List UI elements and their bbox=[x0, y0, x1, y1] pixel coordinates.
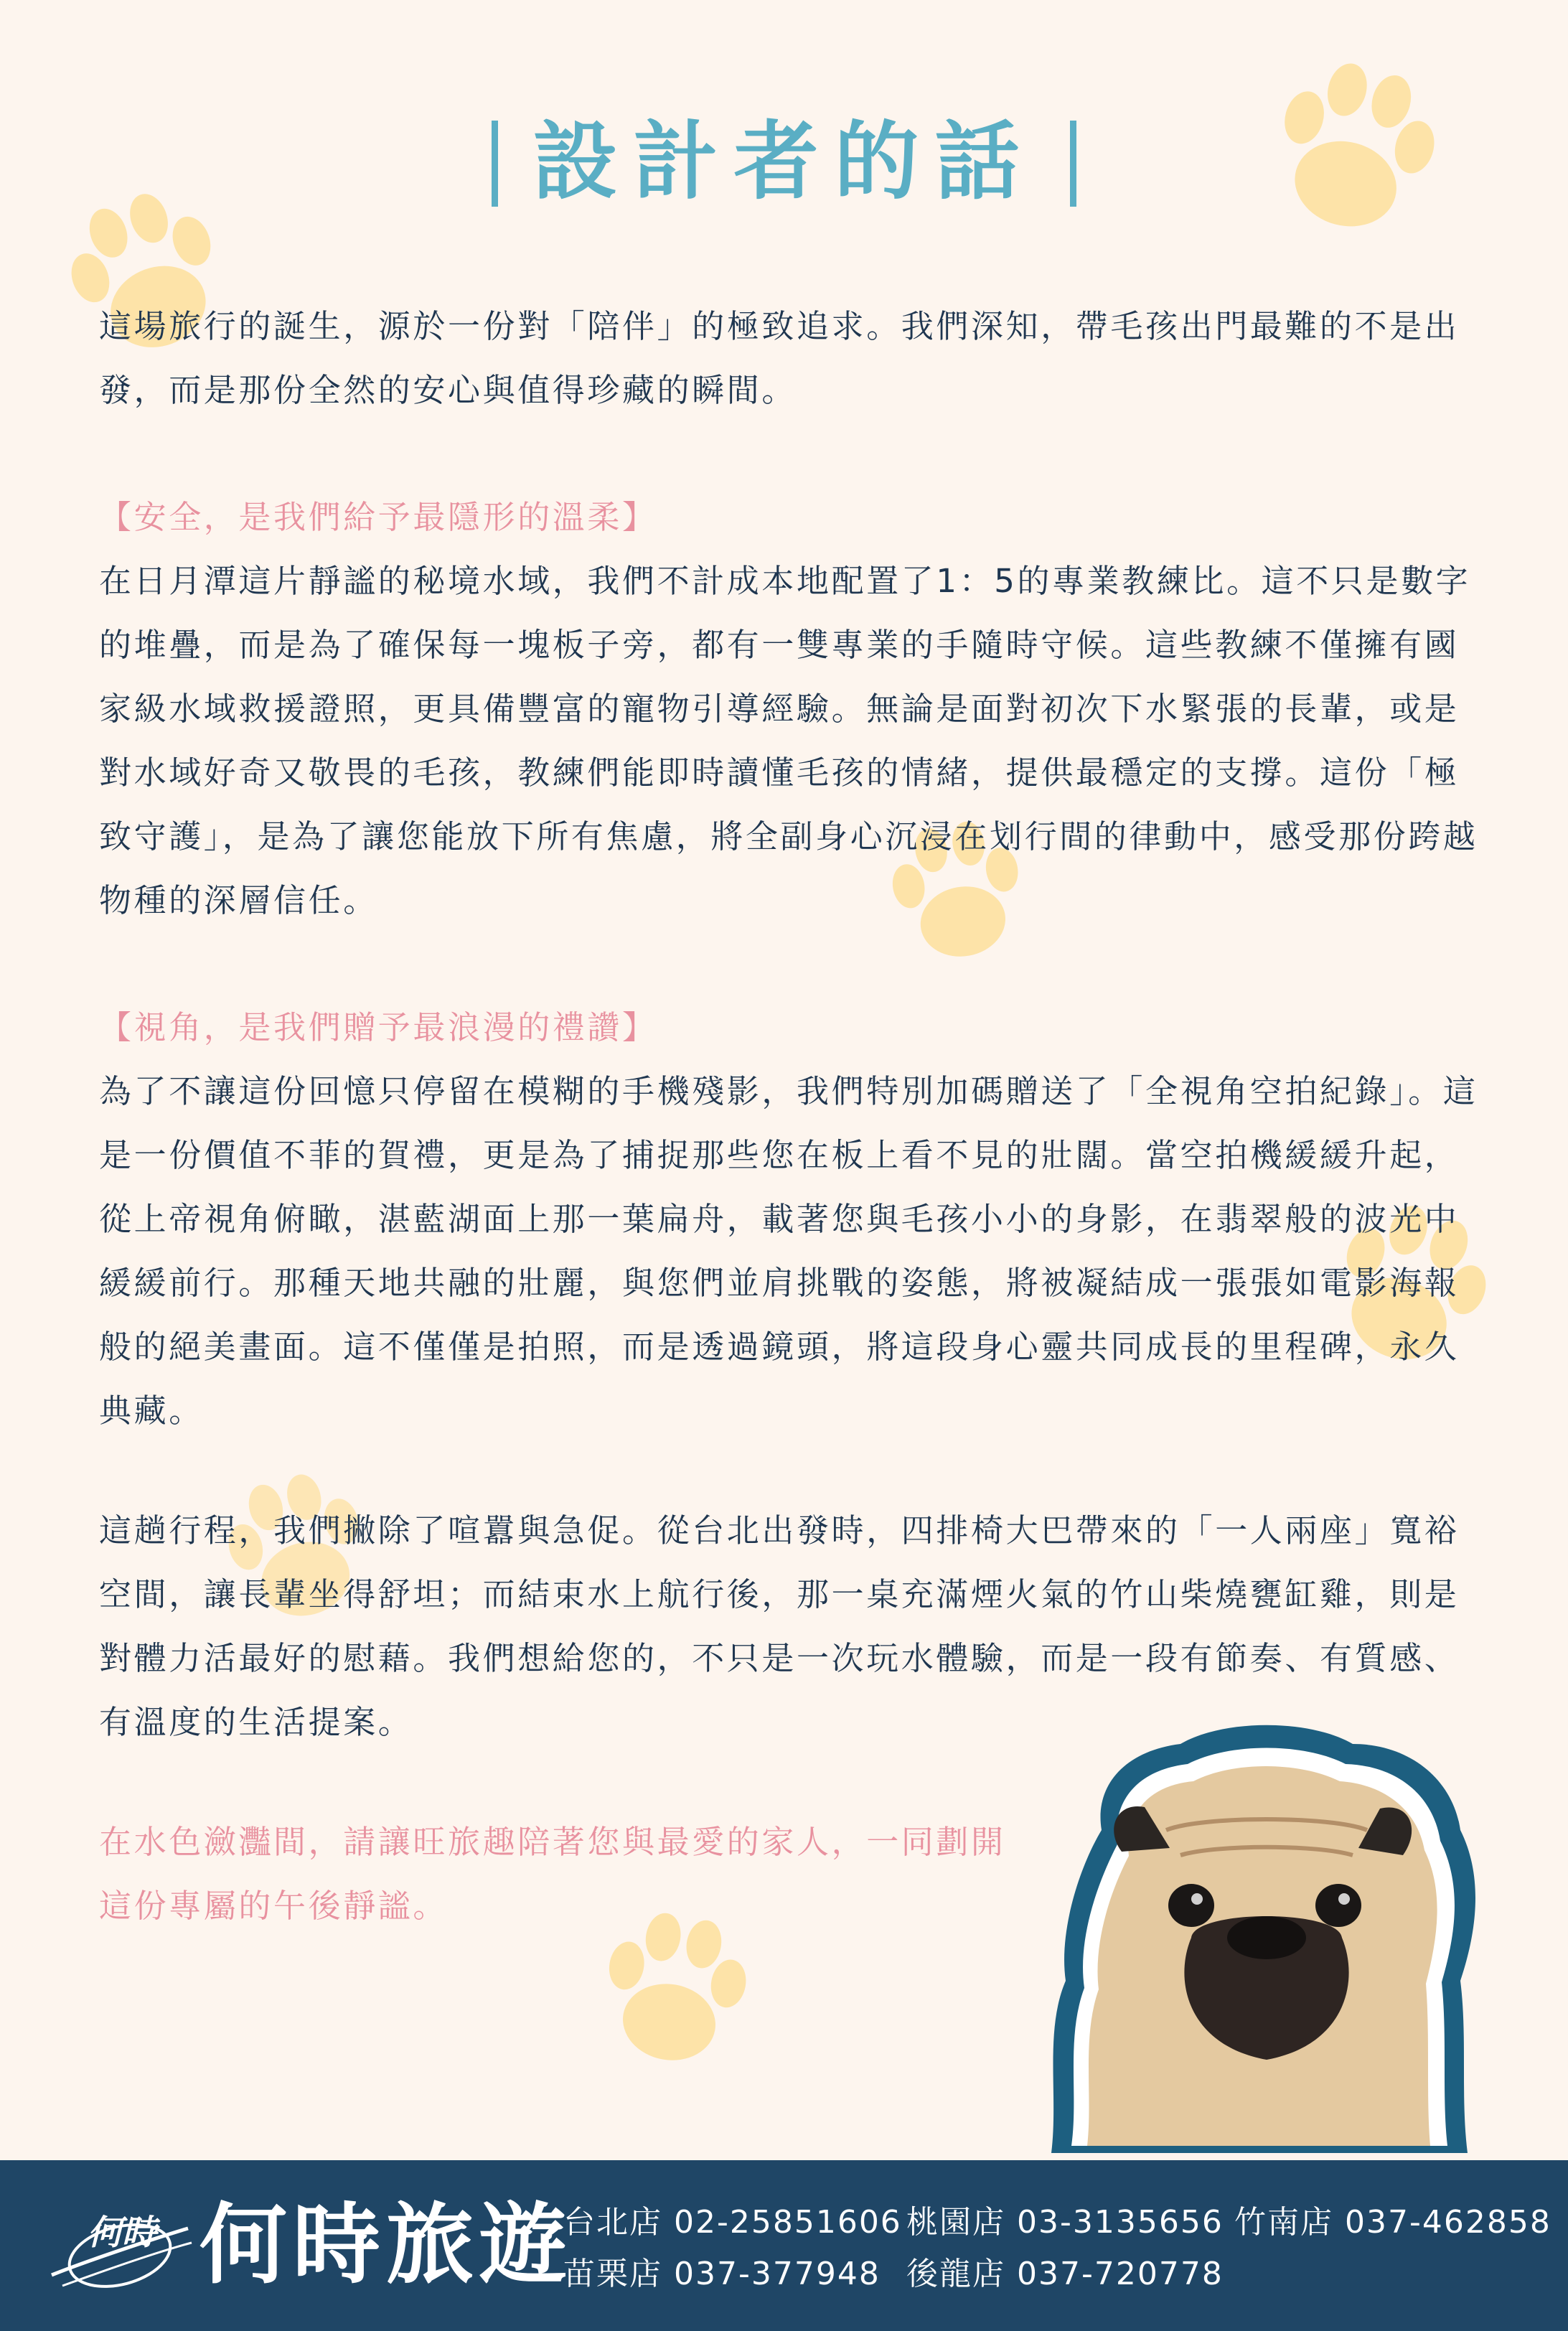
store-taipei: 台北店 02-25851606 bbox=[563, 2204, 902, 2241]
store-taoyuan: 桃園店 03-3135656 bbox=[906, 2204, 1224, 2241]
intro-paragraph: 這場旅行的誕生，源於一份對「陪伴」的極致追求。我們深知，帶毛孩出門最難的不是出發，而是那份全然的安心與值得珍藏的瞬間。 bbox=[99, 307, 1460, 409]
store-houlong: 後龍店 037-720778 bbox=[906, 2256, 1224, 2292]
svg-text:何時: 何時 bbox=[88, 2213, 157, 2253]
pug-photo bbox=[1037, 1722, 1496, 2175]
article-body bbox=[99, 294, 1480, 1938]
section-body-perspective: 為了不讓這份回憶只停留在模糊的手機殘影，我們特別加碼贈送了「全視角空拍紀錄」。這是一份價值不菲的賀禮，更是為了捕捉那些您在板上看不見的壯闊。當空拍機緩緩升起，從上帝視角俯瞰，湛藍湖面上那一葉扁舟，載著您與毛孩小小的身影，在翡翠般的波光中緩緩前行。那種天地共融的壯麗，與您們並肩挑戰的姿態，將被凝結成一張張如電影海報般的絕美畫面。這不僅僅是拍照，而是透過鏡頭，將這段身心靈共同成長的里程碑，永久典藏。 bbox=[99, 1072, 1478, 1430]
title-block bbox=[0, 108, 1568, 215]
section-heading-safety: 【安全，是我們給予最隱形的溫柔】 bbox=[99, 498, 657, 536]
section-body-itinerary: 這趟行程，我們撇除了喧囂與急促。從台北出發時，四排椅大巴帶來的「一人兩座」寬裕空間，讓長輩坐得舒坦；而結束水上航行後，那一桌充滿煙火氣的竹山柴燒甕缸雞，則是對體力活最好的慰藉。我們想給您的，不只是一次玩水體驗，而是一段有節奏、有質感、有溫度的生活提案。 bbox=[99, 1511, 1460, 1741]
footer-bar bbox=[0, 2160, 1568, 2331]
title-bar-right bbox=[1070, 121, 1076, 207]
store-zhunan: 竹南店 037-462858 bbox=[1234, 2204, 1551, 2241]
store-miaoli: 苗栗店 037-377948 bbox=[563, 2256, 881, 2292]
title-bar-left bbox=[492, 121, 498, 207]
section-body-safety: 在日月潭這片靜謐的秘境水域，我們不計成本地配置了1：5的專業教練比。這不只是數字的堆疊，而是為了確保每一塊板子旁，都有一雙專業的手隨時守候。這些教練不僅擁有國家級水域救援證照，更具備豐富的寵物引導經驗。無論是面對初次下水緊張的長輩，或是對水域好奇又敬畏的毛孩，教練們能即時讀懂毛孩的情緒，提供最穩定的支撐。這份「極致守護」，是為了讓您能放下所有焦慮，將全副身心沉浸在划行間的律動中，感受那份跨越物種的深層信任。 bbox=[99, 562, 1478, 919]
page-title: 設計者的話 bbox=[532, 111, 1036, 211]
brand-name: 何時旅遊 bbox=[199, 2192, 573, 2296]
logo-mark-icon bbox=[44, 2200, 195, 2307]
closing-paragraph: 在水色瀲灩間，請讓旺旅趣陪著您與最愛的家人，一同劃開這份專屬的午後靜謐。 bbox=[99, 1823, 1006, 1925]
section-heading-perspective: 【視角，是我們贈予最浪漫的禮讚】 bbox=[99, 1008, 657, 1046]
